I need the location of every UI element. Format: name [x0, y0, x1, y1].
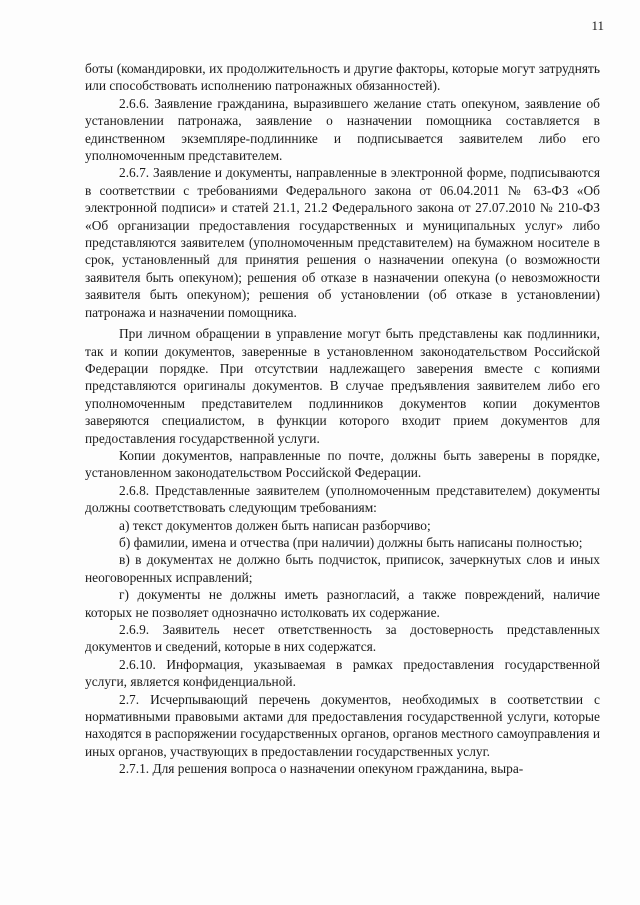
paragraph: 2.7. Исчерпывающий перечень документов, необходимых в соответствии с нормативными правовыми актами для предоставления государственной услуги, которые находятся в распоряжении государственных органов, органов местного самоуправления и иных органов, участвующих в предоставлении государственных услуг.: [85, 691, 600, 759]
document-body: [85, 60, 600, 778]
list-item: б) фамилии, имена и отчества (при наличии) должны быть написаны полностью;: [119, 534, 583, 550]
list-item: а) текст документов должен быть написан разборчиво;: [119, 517, 431, 533]
paragraph: 2.7.1. Для решения вопроса о назначении опекуном гражданина, выра-: [119, 761, 524, 777]
list-item: в) в документах не должно быть подчисток, приписок, зачеркнутых слов и иных неоговоренных исправлений;: [85, 552, 600, 585]
paragraph: 2.6.10. Информация, указываемая в рамках предоставления государственной услуги, является конфиденциальной.: [85, 656, 600, 690]
paragraph: 2.6.9. Заявитель несет ответственность за достоверность представленных документов и сведений, которые в них содержатся.: [85, 622, 600, 655]
paragraph: 2.6.7. Заявление и документы, направленные в электронной форме, подписываются в соответствии с требованиями Федерального закона от 06.04.2011 № 63-ФЗ «Об электронной подписи» и статей 21.1, 21.2 Федерального закона от 27.07.2010 № 210-ФЗ «Об организации предоставления государственных и муниципальных услуг» либо представляются заявителем (уполномоченным представителем) на бумажном носителе в срок, установленный для принятия решения о назначении опекуна (о возможности заявителя быть опекуном); решения об отказе в назначении опекуна (о невозможности заявителя быть опекуном); решения об установлении (об отказе в установлении) патронажа и назначении помощника.: [85, 165, 600, 320]
paragraph: боты (командировки, их продолжительность и другие факторы, которые могут затруднять или способствовать исполнению патронажных обязанностей).: [85, 61, 600, 94]
paragraph: 2.6.8. Представленные заявителем (уполномоченным представителем) документы должны соответствовать следующим требованиям:: [85, 482, 600, 516]
paragraph: Копии документов, направленные по почте, должны быть заверены в порядке, установленном законодательством Российской Федерации.: [85, 447, 600, 481]
list-item: г) документы не должны иметь разногласий, а также повреждений, наличие которых не позволяет однозначно истолковать их содержание.: [85, 587, 600, 620]
paragraph: 2.6.6. Заявление гражданина, выразившего желание стать опекуном, заявление об установлении патронажа, заявление о назначении помощника составляется в единственном экземпляре-подлиннике и подписывается заявителем либо его уполномоченным представителем.: [85, 95, 600, 164]
paragraph: При личном обращении в управление могут быть представлены как подлинники, так и копии документов, заверенные в установленном законодательством Российской Федерации порядке. При отсутствии надлежащего заверения вместе с копиями представляются оригиналы документов. В случае предъявления заявителем либо его уполномоченным представителем подлинников документов копии документов заверяются специалистом, в функции которого входит прием документов для предоставления государственной услуги.: [85, 326, 600, 446]
page-number: 11: [591, 18, 604, 33]
